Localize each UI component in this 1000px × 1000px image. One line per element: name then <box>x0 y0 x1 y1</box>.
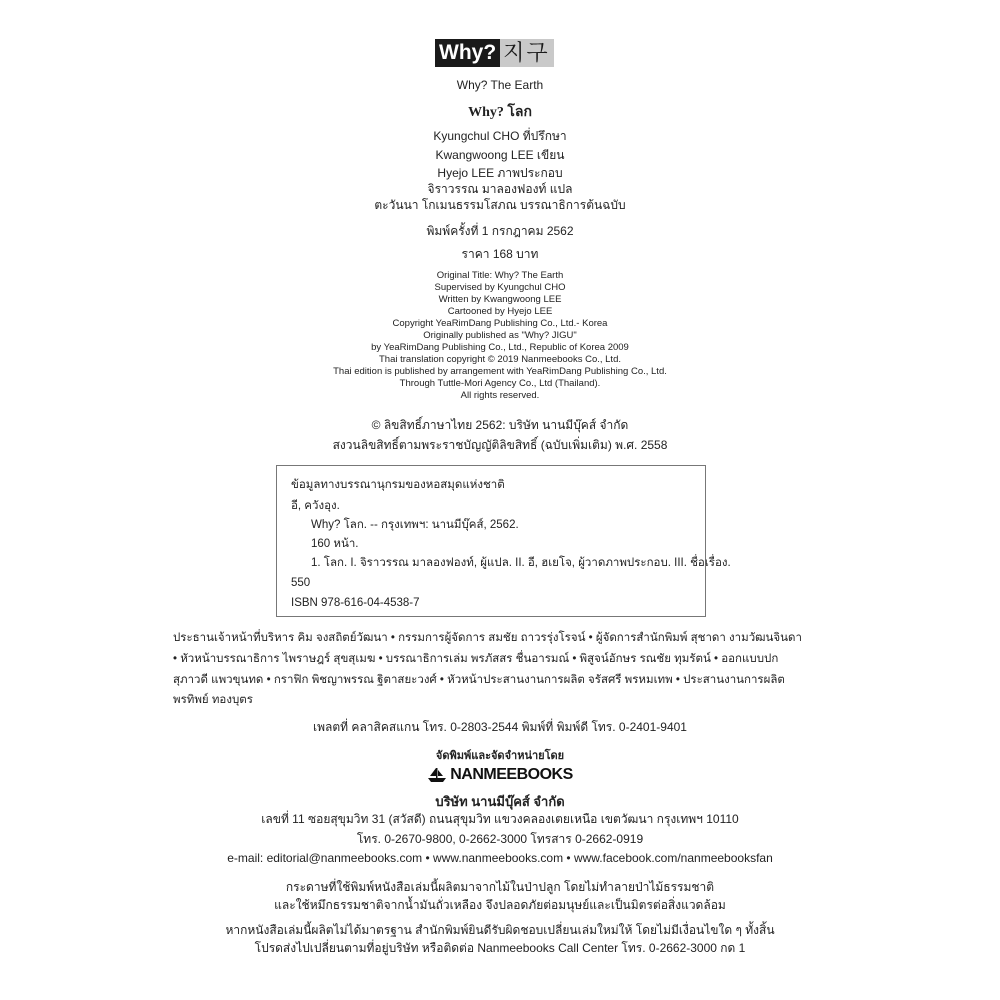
ship-icon <box>427 767 447 783</box>
copyright-line: All rights reserved. <box>460 390 540 401</box>
company-contacts: e-mail: editorial@nanmeebooks.com • www.nanmeebooks.com • www.facebook.com/nanmeebooksfan <box>227 851 773 865</box>
print-edition: พิมพ์ครั้งที่ 1 กรกฎาคม 2562 <box>426 224 574 238</box>
original-title: Why? The Earth <box>456 78 544 92</box>
copyright-line: Original Title: Why? The Earth <box>436 270 564 281</box>
copyright-line: by YeaRimDang Publishing Co., Ltd., Republic of Korea 2009 <box>371 342 629 353</box>
credit-translator: จิราวรรณ มาลองฟองท์ แปล <box>427 182 573 196</box>
copyright-line: Cartooned by Hyejo LEE <box>447 306 553 317</box>
credit-writer: Kwangwoong LEE เขียน <box>435 148 565 162</box>
copyright-line: Supervised by Kyungchul CHO <box>434 282 566 293</box>
series-logo <box>435 39 554 67</box>
credit-illustrator: Hyejo LEE ภาพประกอบ <box>437 166 563 180</box>
cip-subjects: 1. โลก. I. จิราวรรณ มาลองฟองท์, ผู้แปล. II. อี, ฮเยโจ, ผู้วาดภาพประกอบ. III. ชื่อเรื่อง. <box>311 557 731 569</box>
print-info: เพลตที่ คลาสิคสแกน โทร. 0-2803-2544 พิมพ์ที่ พิมพ์ดี โทร. 0-2401-9401 <box>313 720 687 734</box>
copyright-line: Thai edition is published by arrangement with YeaRimDang Publishing Co., Ltd. <box>333 366 667 377</box>
logo-text-english: Why? <box>435 39 500 67</box>
company-phones: โทร. 0-2670-9800, 0-2662-3000 โทรสาร 0-2662-0919 <box>356 832 644 846</box>
copyright-line: Copyright YeaRimDang Publishing Co., Ltd.- Korea <box>392 318 608 329</box>
cip-isbn: ISBN 978-616-04-4538-7 <box>291 597 420 609</box>
defect-note: หากหนังสือเล่มนี้ผลิตไม่ได้มาตรฐาน สำนักพิมพ์ยินดีรับผิดชอบเปลี่ยนเล่มใหม่ให้ โดยไม่มีเงื่อนไขใด ๆ ทั้งสิ้น <box>225 923 775 937</box>
staff-line: • หัวหน้าบรรณาธิการ ไพราษฎร์ สุขสุเมฆ • บรรณาธิการเล่ม พรภัสสร ชื่นอารมณ์ • พิสูจน์อักษร รณชัย ทุมรัตน์ • ออกแบบปก <box>173 653 779 665</box>
cip-pages: 160 หน้า. <box>311 538 359 550</box>
staff-line: สุภาวดี แพวขุนทด • กราฟิก พิชญาพรรณ ฐิตาสยะวงศ์ • หัวหน้าประสานงานการผลิต จรัสศรี พรหมเทพ • ประสานงานการผลิต <box>173 674 785 686</box>
credit-editor: ตะวันนา โกเมนธรรมโสภณ บรรณาธิการต้นฉบับ <box>374 198 626 212</box>
company-address: เลขที่ 11 ซอยสุขุมวิท 31 (สวัสดี) ถนนสุขุมวิท แขวงคลองเตยเหนือ เขตวัฒนา กรุงเทพฯ 10110 <box>261 812 739 826</box>
cip-title-line: Why? โลก. -- กรุงเทพฯ: นานมีบุ๊คส์, 2562. <box>311 519 519 531</box>
cip-class-number: 550 <box>291 577 311 589</box>
logo-text-korean: 지구 <box>500 39 554 67</box>
cip-box <box>276 465 731 617</box>
thai-copyright: © ลิขสิทธิ์ภาษาไทย 2562: บริษัท นานมีบุ๊คส์ จำกัด <box>371 418 629 432</box>
copyright-act-note: สงวนลิขสิทธิ์ตามพระราชบัญญัติลิขสิทธิ์ (ฉบับเพิ่มเติม) พ.ศ. 2558 <box>332 438 668 452</box>
paper-note: และใช้หมึกธรรมชาติจากน้ำมันถั่วเหลือง จึงปลอดภัยต่อมนุษย์และเป็นมิตรต่อสิ่งแวดล้อม <box>274 898 726 912</box>
cip-author: อี, ควังอุง. <box>291 500 340 512</box>
price: ราคา 168 บาท <box>461 247 539 261</box>
copyright-line: Through Tuttle-Mori Agency Co., Ltd (Thailand). <box>399 378 601 389</box>
copyright-line: Written by Kwangwoong LEE <box>438 294 562 305</box>
cip-heading: ข้อมูลทางบรรณานุกรมของหอสมุดแห่งชาติ <box>291 479 505 491</box>
credit-supervisor: Kyungchul CHO ที่ปรึกษา <box>433 129 567 143</box>
copyright-line: Thai translation copyright © 2019 Nanmeebooks Co., Ltd. <box>379 354 621 365</box>
brand-name: NANMEEBOOKS <box>450 766 573 783</box>
defect-note: โปรดส่งไปเปลี่ยนตามที่อยู่บริษัท หรือติดต่อ Nanmeebooks Call Center โทร. 0-2662-3000 กด 1 <box>254 941 746 955</box>
thai-title: Why? โลก <box>468 105 532 120</box>
brand-logo <box>0 766 1000 784</box>
distributor-label: จัดพิมพ์และจัดจำหน่ายโดย <box>435 750 565 762</box>
copyright-line: Originally published as "Why? JIGU" <box>423 330 577 341</box>
staff-line: ประธานเจ้าหน้าที่บริหาร คิม จงสถิตย์วัฒนา • กรรมการผู้จัดการ สมชัย ถาวรรุ่งโรจน์ • ผู้จัดการสำนักพิมพ์ สุชาดา งามวัฒนจินดา <box>173 632 802 644</box>
paper-note: กระดาษที่ใช้พิมพ์หนังสือเล่มนี้ผลิตมาจากไม้ในป่าปลูก โดยไม่ทำลายป่าไม้ธรรมชาติ <box>285 880 715 894</box>
staff-line: พรทิพย์ ทองบุตร <box>173 694 253 706</box>
company-name: บริษัท นานมีบุ๊คส์ จำกัด <box>435 794 565 809</box>
